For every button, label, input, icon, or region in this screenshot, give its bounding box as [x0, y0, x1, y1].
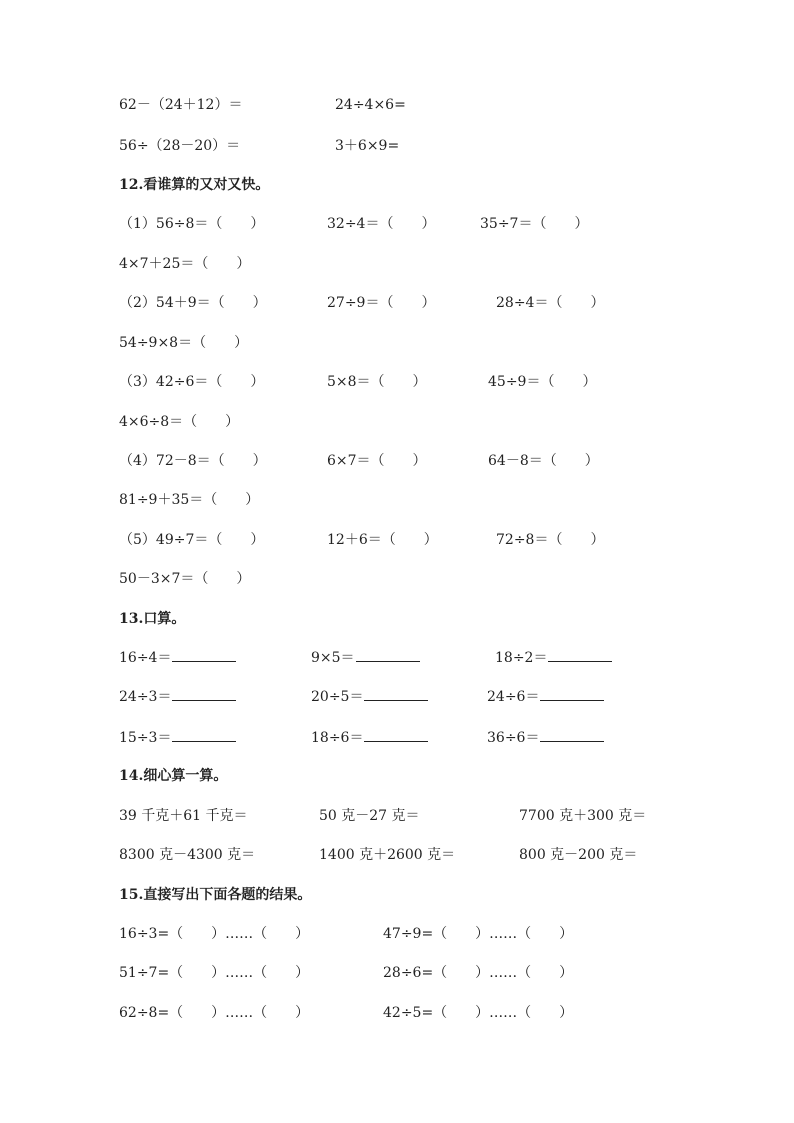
answer-blank[interactable]: [364, 688, 428, 701]
problem: 45÷9＝（ ）: [488, 374, 597, 390]
problem: 3＋6×9=: [335, 138, 400, 154]
problem: （1）56÷8＝（ ）: [119, 216, 265, 232]
problem-text: 15÷3＝: [119, 730, 172, 746]
problem: [487, 688, 604, 706]
problem-text: 18÷6＝: [311, 730, 364, 746]
problem: 62÷8=（ ）……（ ）: [119, 1005, 310, 1021]
problem: [119, 729, 236, 747]
problem: 800 克－200 克＝: [519, 847, 638, 863]
problem: 8300 克－4300 克＝: [119, 847, 256, 863]
problem: 5×8＝（ ）: [327, 374, 427, 390]
problem-text: 18÷2＝: [495, 650, 548, 666]
problem: 64－8＝（ ）: [488, 453, 599, 469]
problem: 4×7＋25＝（ ）: [119, 256, 251, 272]
answer-blank[interactable]: [540, 729, 604, 742]
problem: 6×7＝（ ）: [327, 453, 427, 469]
problem: 81÷9＋35＝（ ）: [119, 492, 260, 508]
problem: 27÷9＝（ ）: [327, 295, 436, 311]
answer-blank[interactable]: [548, 649, 612, 662]
problem: [311, 649, 420, 667]
problem: 24÷4×6=: [335, 97, 406, 113]
answer-blank[interactable]: [172, 688, 236, 701]
problem: （5）49÷7＝（ ）: [119, 532, 265, 548]
problem: （4）72－8＝（ ）: [119, 453, 267, 469]
section-heading: 15.直接写出下面各题的结果。: [119, 887, 312, 903]
problem: 32÷4＝（ ）: [327, 216, 436, 232]
problem: 42÷5=（ ）……（ ）: [383, 1005, 574, 1021]
problem-text: 24÷6＝: [487, 689, 540, 705]
problem: 51÷7=（ ）……（ ）: [119, 965, 310, 981]
problem: 56÷（28－20）＝: [119, 138, 241, 154]
problem: 35÷7＝（ ）: [480, 216, 589, 232]
problem: （3）42÷6＝（ ）: [119, 374, 265, 390]
section-heading: 12.看谁算的又对又快。: [119, 177, 270, 193]
problem-text: 20÷5＝: [311, 689, 364, 705]
problem: 54÷9×8＝（ ）: [119, 335, 249, 351]
problem: 50－3×7＝（ ）: [119, 571, 251, 587]
problem: 39 千克＋61 千克＝: [119, 808, 248, 824]
problem: 28÷4＝（ ）: [496, 295, 605, 311]
problem: [311, 729, 428, 747]
answer-blank[interactable]: [172, 649, 236, 662]
problem: [487, 729, 604, 747]
problem: 4×6÷8＝（ ）: [119, 414, 240, 430]
problem: [311, 688, 428, 706]
answer-blank[interactable]: [172, 729, 236, 742]
problem: 50 克－27 克＝: [319, 808, 420, 824]
problem: 62－（24＋12）＝: [119, 97, 243, 113]
problem-text: 16÷4＝: [119, 650, 172, 666]
problem: 47÷9=（ ）……（ ）: [383, 926, 574, 942]
section-heading: 14.细心算一算。: [119, 768, 228, 784]
problem: 12＋6＝（ ）: [327, 532, 438, 548]
problem: [119, 688, 236, 706]
problem: 16÷3=（ ）……（ ）: [119, 926, 310, 942]
problem-text: 24÷3＝: [119, 689, 172, 705]
answer-blank[interactable]: [540, 688, 604, 701]
problem: （2）54＋9＝（ ）: [119, 295, 267, 311]
answer-blank[interactable]: [356, 649, 420, 662]
problem-text: 36÷6＝: [487, 730, 540, 746]
problem: 72÷8＝（ ）: [496, 532, 605, 548]
problem: 28÷6=（ ）……（ ）: [383, 965, 574, 981]
problem: [119, 649, 236, 667]
problem: [495, 649, 612, 667]
answer-blank[interactable]: [364, 729, 428, 742]
problem: 7700 克＋300 克＝: [519, 808, 647, 824]
problem: 1400 克＋2600 克＝: [319, 847, 456, 863]
section-heading: 13.口算。: [119, 611, 186, 627]
problem-text: 9×5＝: [311, 650, 355, 666]
